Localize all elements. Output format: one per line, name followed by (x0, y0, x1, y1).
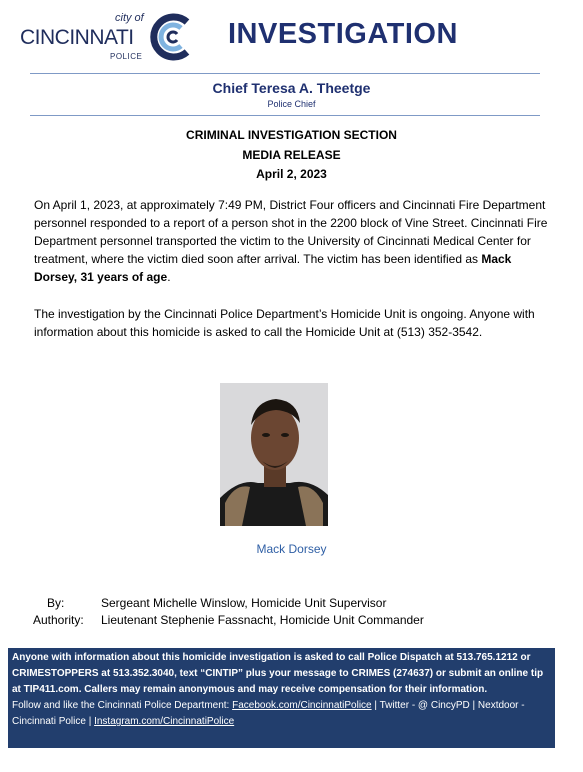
divider-bottom (30, 115, 540, 116)
release-date: April 2, 2023 (256, 167, 327, 181)
instagram-link[interactable]: Instagram.com/CincinnatiPolice (94, 716, 235, 727)
paragraph-1-text: On April 1, 2023, at approximately 7:49 PM, District Four officers and Cincinnati Fire Department personnel responded to a report of a person shot in the 2200 block of Vine Street. Cincinnati Fire Department personnel transported the victim to the University of Cincinnati Medical Center for treatment, where the victim died soon after arrival. The victim has been identified as (34, 198, 548, 266)
cincinnati-police-logo (20, 12, 195, 62)
chief-name: Chief Teresa A. Theetge (212, 80, 371, 96)
chief-role: Police Chief (267, 99, 316, 109)
by-value: Sergeant Michelle Winslow, Homicide Unit Supervisor (101, 596, 387, 610)
logo-city-of: city of (115, 12, 144, 24)
victim-photo-image (220, 383, 328, 526)
footer-banner (8, 648, 555, 748)
facebook-link[interactable]: Facebook.com/CincinnatiPolice (232, 700, 372, 711)
victim-photo (220, 383, 328, 526)
authority-label: Authority: (33, 613, 84, 627)
footer-tip-text: Anyone with information about this homicide investigation is asked to call Police Dispatch at 513.765.1212 or CRIMESTOPPERS at 513.352.3040, text “CINTIP” plus your message to CRIMES (274637) or submit an online tip at TIP411.com. Callers may remain anonymous and may receive compensation for their information. (12, 652, 544, 695)
section-title: CRIMINAL INVESTIGATION SECTION (186, 128, 397, 142)
victim-identity: Mack Dorsey, 31 years of age (34, 252, 512, 284)
logo-cincinnati: CINCINNATI (20, 26, 134, 49)
divider-top (30, 73, 540, 74)
body-paragraph-1 (34, 196, 554, 286)
by-label: By: (47, 596, 65, 610)
logo-c-mark-icon (147, 12, 195, 62)
body-paragraph-2: The investigation by the Cincinnati Police Department’s Homicide Unit is ongoing. Anyone with information about this homicide is asked to call the Homicide Unit at (513) 352-3542. (34, 307, 535, 339)
header (0, 0, 583, 75)
paragraph-1-end: . (167, 270, 171, 284)
photo-caption: Mack Dorsey (256, 542, 327, 556)
footer-social (12, 698, 551, 730)
page-title: INVESTIGATION (228, 18, 458, 50)
release-type: MEDIA RELEASE (242, 148, 341, 162)
footer-twitter-nextdoor: | Twitter - @ CincyPD | Nextdoor - Cincinnati Police | (12, 700, 525, 727)
footer-follow-text: Follow and like the Cincinnati Police Department: (12, 700, 233, 711)
logo-police: POLICE (110, 52, 143, 61)
authority-value: Lieutenant Stephenie Fassnacht, Homicide Unit Commander (101, 613, 424, 627)
